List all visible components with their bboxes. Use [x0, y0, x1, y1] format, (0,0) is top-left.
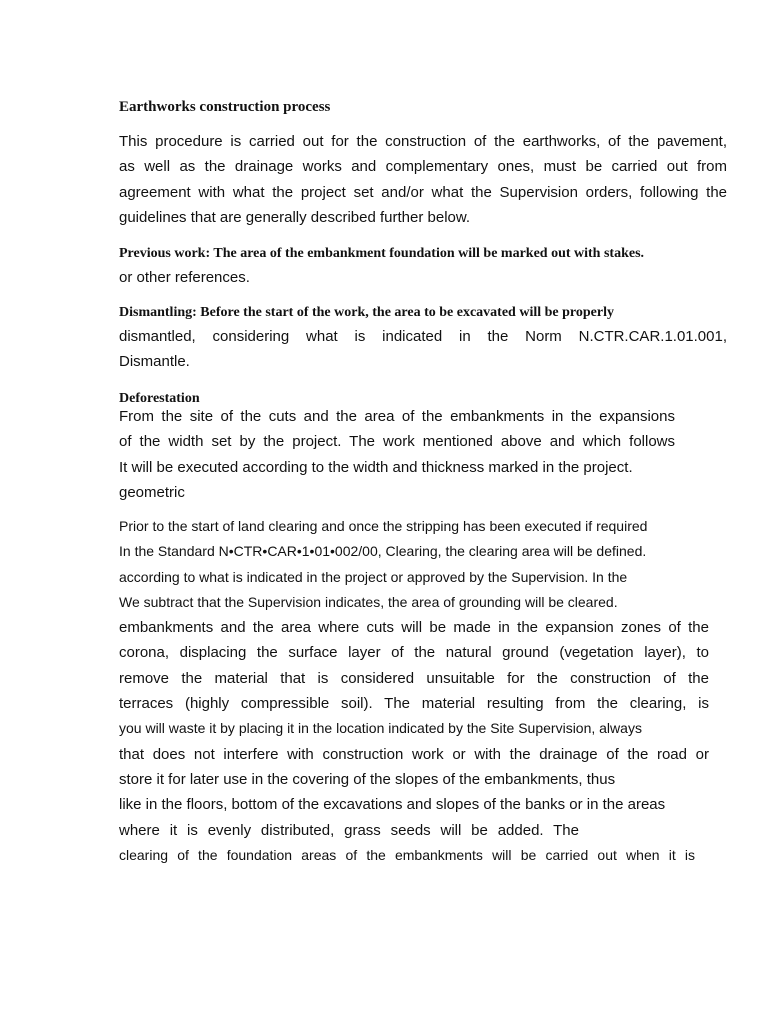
- previous-work-continuation: or other references.: [119, 269, 250, 286]
- clearing-paragraph: [119, 514, 709, 868]
- deforestation-line: From the site of the cuts and the area of the embankments in the expansions: [119, 408, 675, 425]
- clearing-line: store it for later use in the covering of the slopes of the embankments, thus: [119, 770, 616, 788]
- deforestation-line: geometric: [119, 483, 185, 501]
- deforestation-heading: Deforestation: [119, 391, 200, 406]
- document-title: Earthworks construction process: [119, 99, 331, 115]
- dismantling-heading: Dismantling: Before the start of the work, the area to be excavated will be properly: [119, 305, 614, 320]
- clearing-line: corona, displacing the surface layer of the natural ground (vegetation layer), to: [119, 644, 709, 662]
- clearing-line: terraces (highly compressible soil). The material resulting from the clearing, is: [119, 695, 709, 713]
- clearing-line: embankments and the area where cuts will be made in the expansion zones of the: [119, 619, 709, 637]
- intro-paragraph: [119, 129, 727, 230]
- clearing-line: according to what is indicated in the project or approved by the Supervision. In the: [119, 568, 628, 585]
- dismantling-paragraph: [119, 302, 727, 375]
- dismantling-line: Dismantle.: [119, 353, 190, 371]
- intro-line: as well as the drainage works and complementary ones, must be carried out from: [119, 158, 727, 176]
- clearing-line: you will waste it by placing it in the location indicated by the Site Supervision, always: [119, 720, 642, 737]
- deforestation-paragraph: [119, 404, 675, 505]
- clearing-line: In the Standard N•CTR•CAR•1•01•002/00, Clearing, the clearing area will be defined.: [119, 543, 647, 560]
- clearing-line: like in the floors, bottom of the excavations and slopes of the banks or in the areas: [119, 796, 666, 814]
- previous-work-paragraph: [119, 243, 727, 290]
- clearing-line: Prior to the start of land clearing and once the stripping has been executed if required: [119, 518, 648, 534]
- clearing-line: remove the material that is considered unsuitable for the construction of the: [119, 669, 709, 687]
- clearing-line: We subtract that the Supervision indicates, the area of grounding will be cleared.: [119, 593, 618, 610]
- intro-line: This procedure is carried out for the construction of the earthworks, of the pavement,: [119, 133, 727, 150]
- clearing-line: where it is evenly distributed, grass seeds will be added. The: [119, 821, 579, 839]
- clearing-line: clearing of the foundation areas of the embankments will be carried out when it is: [119, 846, 695, 863]
- clearing-line: that does not interfere with construction work or with the drainage of the road or: [119, 745, 709, 763]
- deforestation-line: of the width set by the project. The work mentioned above and which follows: [119, 433, 675, 451]
- previous-work-heading: Previous work: The area of the embankment foundation will be marked out with stakes.: [119, 246, 645, 261]
- dismantling-line: dismantled, considering what is indicated in the Norm N.CTR.CAR.1.01.001,: [119, 328, 727, 345]
- intro-line: agreement with what the project set and/or what the Supervision orders, following the: [119, 183, 727, 201]
- intro-line: guidelines that are generally described further below.: [119, 208, 471, 226]
- deforestation-line: It will be executed according to the width and thickness marked in the project.: [119, 458, 633, 476]
